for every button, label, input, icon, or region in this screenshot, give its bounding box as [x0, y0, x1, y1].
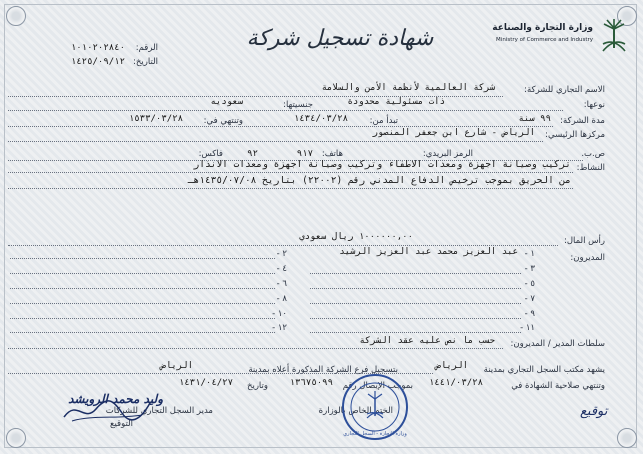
- fax-label: فاكس:: [198, 149, 223, 159]
- ministry-name-ar: وزارة التجارة والصناعة: [492, 23, 593, 33]
- duration: ٩٩ سنة: [518, 114, 551, 124]
- manager-number: ١١ -: [520, 323, 535, 333]
- manager-number: ٩ -: [524, 309, 535, 319]
- divider: [8, 110, 563, 111]
- authority-label: سلطات المدير / المديرون:: [510, 339, 605, 349]
- company-type-label: نوعها:: [583, 100, 605, 110]
- manager-line: [310, 332, 521, 333]
- palm-swords-emblem-icon: [600, 18, 628, 52]
- managers-label: المديرون:: [570, 253, 605, 263]
- footer-city: الرياض: [435, 361, 468, 371]
- phone-label: هاتف:: [321, 149, 343, 159]
- footer-line-2b: بموجب الإيصال رقم: [342, 381, 413, 391]
- footer-line-1: يشهد مكتب السجل التجاري بمدينة: [483, 365, 605, 375]
- manager-number: ١٢ -: [272, 323, 287, 333]
- footer-line-2: وتنتهي صلاحية الشهادة في: [511, 381, 605, 391]
- date-value: ١٤٢٥/٠٩/١٢: [70, 57, 125, 67]
- hq-value: الرياض - شارع ابن جعفر المنصور: [372, 128, 535, 138]
- phone-value: ٩١٧: [296, 149, 313, 159]
- manager-number: ١٠ -: [272, 309, 287, 319]
- activity-line-2: من الحريق بموجب ترخيص الدفاع المدني رقم (٢٢٠٠٢) بتاريخ ١٤٣٥/٠٧/٠٨هـ: [187, 175, 571, 186]
- manager-number: ٨ -: [276, 294, 287, 304]
- divider: [8, 141, 543, 142]
- manager-line: [10, 303, 275, 304]
- duration-label: مدة الشركة:: [560, 116, 605, 126]
- divider: [8, 172, 573, 173]
- corner-ornament-icon: [6, 6, 26, 26]
- phone-value-2: ٩٢: [247, 149, 258, 159]
- ministry-name-en: Ministry of Commerce and Industry: [496, 37, 593, 43]
- manager-line: [10, 332, 275, 333]
- pobox-label: ص.ب.: [581, 149, 605, 159]
- receipt-date: ١٤٣١/٠٤/٢٧: [178, 378, 233, 388]
- manager-line: [310, 288, 521, 289]
- divider: [8, 188, 573, 189]
- divider: [8, 126, 553, 127]
- manager-number: ٣ -: [524, 264, 535, 274]
- expiry-date: ١٤٤١/٠٣/٢٨: [428, 378, 483, 388]
- manager-number: ٤ -: [276, 264, 287, 274]
- footer-line-2c: وتاريخ: [246, 381, 268, 391]
- footer-city-2: الرياض: [160, 361, 193, 371]
- reg-number-label: الرقم:: [135, 43, 158, 53]
- receipt-number: ١٣٦٧٥٠٩٩: [289, 378, 333, 388]
- activity-line-1: تركيب وصيانة اجهزة ومعدات الاطفاء وتركيب وصيانة اجهزة ومعدات الانذار: [193, 159, 571, 170]
- nationality-label: جنسيتها:: [283, 100, 313, 110]
- date-label: التاريخ:: [133, 57, 158, 67]
- capital-value: ١٠٠٠٠٠٠,٠٠ ريال سعودي: [299, 232, 413, 242]
- postal-code-label: الرمز البريدي:: [422, 149, 473, 159]
- company-name-label: الاسم التجاري للشركة:: [524, 85, 605, 95]
- corner-ornament-icon: [6, 428, 26, 448]
- manager-number: ١ -: [524, 249, 535, 259]
- hq-label: مركزها الرئيسي:: [545, 130, 605, 140]
- certificate-title: شهادة تسجيل شركة: [246, 26, 434, 51]
- corner-ornament-icon: [617, 428, 637, 448]
- signature-label: التوقيع: [109, 419, 133, 429]
- manager-line: [10, 258, 275, 259]
- manager-line: [310, 273, 521, 274]
- signature-scribble-icon: [62, 395, 152, 425]
- stamp-label: الختم الخاص بالوزارة: [318, 406, 393, 416]
- footer-line-1b: بتسجيل فرع الشركة المذكورة أعلاه بمدينة: [248, 365, 398, 375]
- director-name: وليد محمد الرويشد: [68, 392, 163, 406]
- manager-name: عبد العزيز محمد عبد العزيز الرشيد: [339, 247, 518, 257]
- capital-label: رأس المال:: [563, 236, 605, 246]
- manager-line: [10, 288, 275, 289]
- reg-number-value: ١٠١٠٢٠٢٨٤٠: [70, 43, 125, 53]
- end-label: وتنتهي في:: [203, 116, 243, 126]
- corner-signature: توقيع: [580, 404, 608, 419]
- end-date: ١٥٣٣/٠٣/٢٨: [128, 114, 183, 124]
- nationality: سعوديه: [210, 97, 243, 107]
- activity-label: النشاط:: [576, 163, 605, 173]
- manager-line: [10, 318, 275, 319]
- manager-number: ٧ -: [524, 294, 535, 304]
- manager-number: ٢ -: [276, 249, 287, 259]
- divider: [8, 245, 558, 246]
- authority-value: حسب ما نص عليه عقد الشركة: [359, 336, 495, 346]
- manager-line: [10, 273, 275, 274]
- company-name: شركة العالمية لأنظمة الأمن والسلامة: [321, 83, 495, 93]
- manager-number: ٥ -: [524, 279, 535, 289]
- start-date: ١٤٣٤/٠٣/٢٨: [293, 114, 348, 124]
- manager-line: [310, 303, 521, 304]
- manager-line: [310, 318, 521, 319]
- start-label: تبدأ من:: [369, 116, 398, 126]
- director-title: مدير السجل التجاري للشركات: [105, 406, 213, 416]
- divider: [8, 348, 503, 349]
- company-type: ذات مسئولية محدودة: [347, 97, 445, 107]
- stamp-inner-text: وزارة التجارة - السجل التجاري: [343, 431, 407, 437]
- manager-number: ٦ -: [276, 279, 287, 289]
